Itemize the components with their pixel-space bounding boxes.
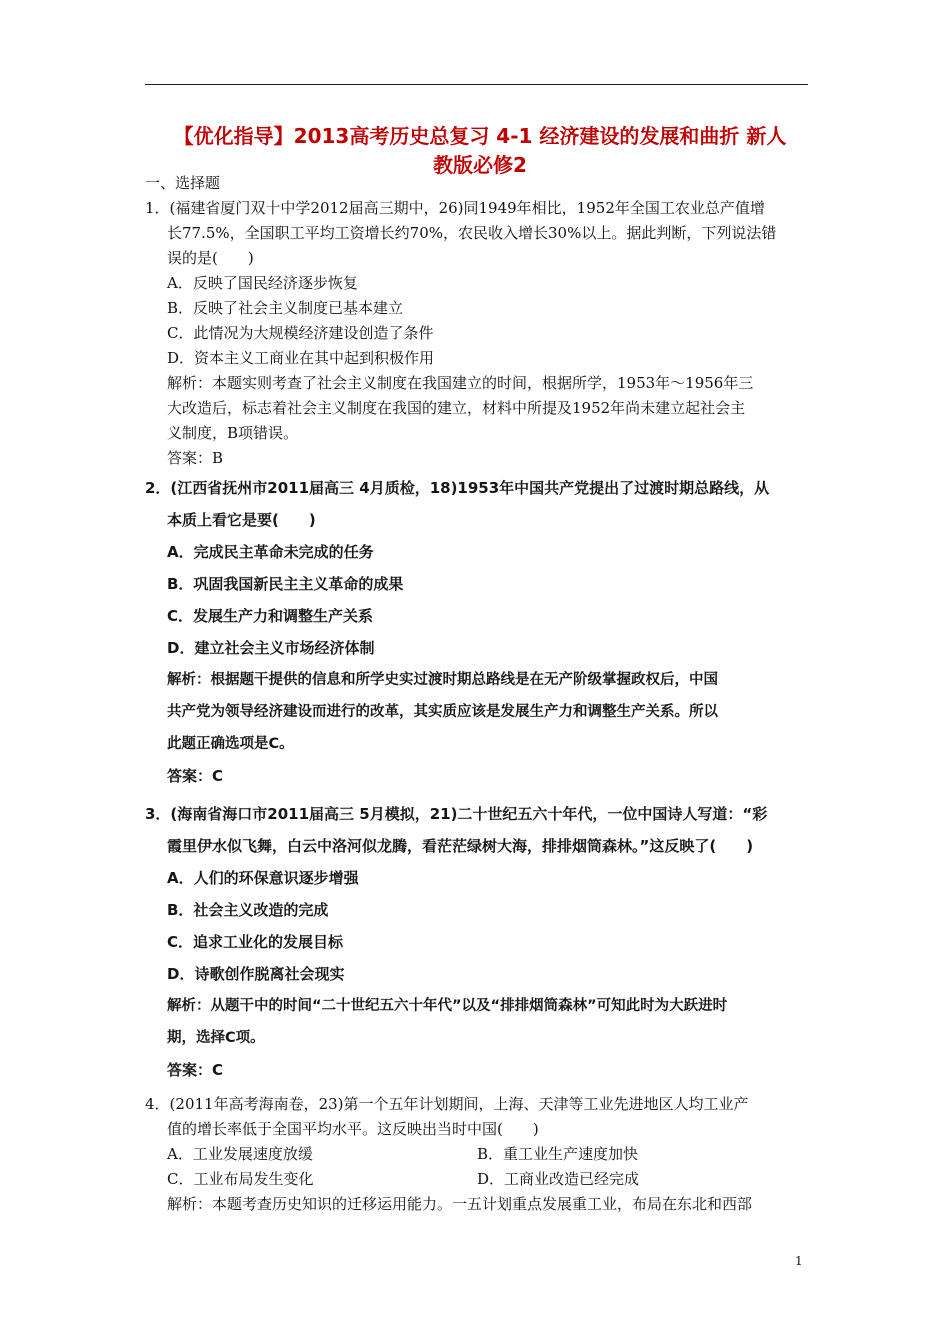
title-line-1: 【优化指导】2013高考历史总复习 4-1 经济建设的发展和曲折 新人 (173, 124, 787, 148)
analysis-line: 解析：从题干中的时间“二十世纪五六十年代”以及“排排烟筒森林”可知此时为大跃进时 (167, 998, 728, 1014)
question-stem-line: 本质上看它是要( ) (167, 511, 316, 529)
question-stem-line: 3．(海南省海口市2011届高三 5月模拟，21)二十世纪五六十年代，一位中国诗人写道：“彩 (145, 805, 768, 823)
header-rule (145, 84, 808, 85)
question-4 (145, 1092, 820, 1217)
option-c: C．追求工业化的发展目标 (167, 933, 344, 951)
question-3 (145, 798, 820, 1086)
option-b: B．巩固我国新民主主义革命的成果 (167, 575, 404, 593)
analysis-line: 大改造后，标志着社会主义制度在我国的建立，材料中所提及1952年尚未建立起社会主 (167, 399, 746, 417)
question-stem-line: 1．(福建省厦门双十中学2012届高三期中，26)同1949年相比，1952年全国工农业总产值增 (145, 199, 765, 217)
option-d: D．诗歌创作脱离社会现实 (167, 965, 345, 983)
answer: 答案：B (167, 449, 224, 467)
analysis-line: 解析：本题实则考查了社会主义制度在我国建立的时间，根据所学，1953年～1956年三 (167, 374, 754, 392)
analysis-line: 义制度，B项错误。 (167, 424, 299, 442)
option-c: C．此情况为大规模经济建设创造了条件 (167, 324, 434, 342)
option-b: B．社会主义改造的完成 (167, 901, 329, 919)
analysis-line: 解析：根据题干提供的信息和所学史实过渡时期总路线是在无产阶级掌握政权后，中国 (167, 672, 718, 688)
option-a: A．完成民主革命未完成的任务 (167, 543, 374, 561)
document-title (140, 122, 820, 180)
analysis-line: 期，选择C项。 (167, 1030, 265, 1046)
option-b: B．重工业生产速度加快 (477, 1145, 639, 1163)
answer: 答案：C (167, 1061, 224, 1079)
option-d: D．建立社会主义市场经济体制 (167, 639, 375, 657)
question-stem-line: 误的是( ) (167, 249, 254, 267)
answer: 答案：C (167, 767, 224, 785)
option-row (145, 1167, 820, 1192)
question-1 (145, 196, 820, 471)
option-d: D．工商业改造已经完成 (477, 1170, 640, 1188)
option-d: D．资本主义工商业在其中起到积极作用 (167, 349, 435, 367)
option-c: C．工业布局发生变化 (167, 1170, 314, 1188)
question-stem-line: 2．(江西省抚州市2011届高三 4月质检，18)1953年中国共产党提出了过渡时期总路线，从 (145, 479, 770, 497)
option-b: B．反映了社会主义制度已基本建立 (167, 299, 404, 317)
question-stem-line: 霞里伊水似飞舞，白云中洛河似龙腾，看茫茫绿树大海，排排烟筒森林。”这反映了( ) (167, 837, 754, 855)
section-heading: 一、选择题 (145, 174, 221, 192)
option-a: A．反映了国民经济逐步恢复 (167, 274, 358, 292)
question-stem-line: 长77.5%，全国职工平均工资增长约70%，农民收入增长30%以上。据此判断，下列说法错 (167, 224, 777, 242)
page-number: 1 (795, 1254, 803, 1268)
analysis-line: 共产党为领导经济建设而进行的改革，其实质应该是发展生产力和调整生产关系。所以 (167, 704, 718, 720)
option-a: A．工业发展速度放缓 (167, 1145, 313, 1163)
analysis-line: 此题正确选项是C。 (167, 736, 294, 752)
title-line-2: 教版必修2 (433, 153, 527, 177)
question-2 (145, 472, 820, 792)
option-c: C．发展生产力和调整生产关系 (167, 607, 374, 625)
option-a: A．人们的环保意识逐步增强 (167, 869, 359, 887)
option-row (145, 1142, 820, 1167)
analysis-line: 解析：本题考查历史知识的迁移运用能力。一五计划重点发展重工业，布局在东北和西部 (167, 1195, 753, 1213)
question-stem-line: 4．(2011年高考海南卷，23)第一个五年计划期间，上海、天津等工业先进地区人均工业产 (145, 1095, 749, 1113)
question-stem-line: 值的增长率低于全国平均水平。这反映出当时中国( ) (167, 1120, 539, 1138)
